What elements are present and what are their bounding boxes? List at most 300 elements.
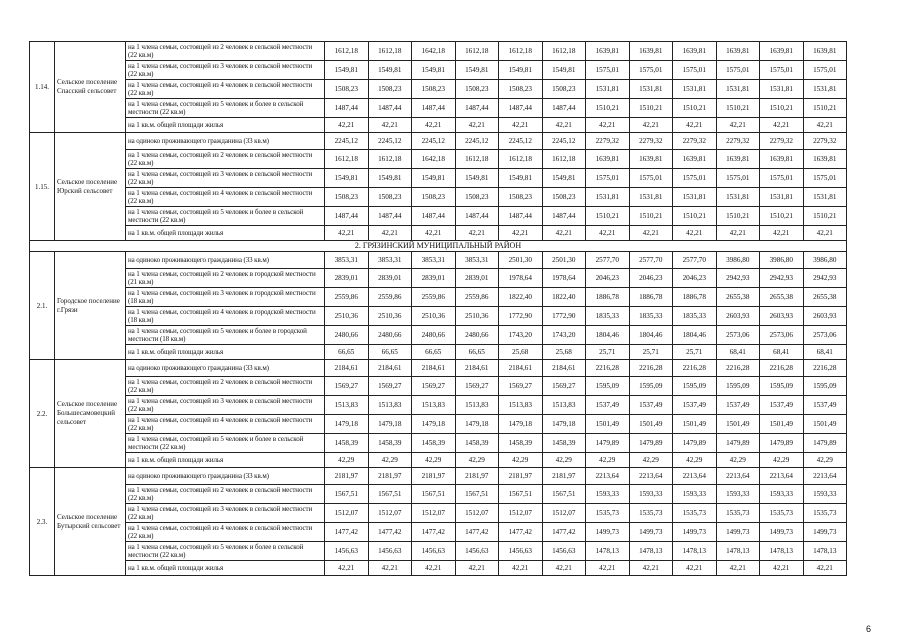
value-cell: 1535,73	[673, 504, 717, 523]
row-description: на 1 кв.м. общей площади жилья	[126, 226, 325, 241]
value-cell: 1595,09	[586, 377, 630, 396]
value-cell: 1510,21	[673, 99, 717, 118]
table-row	[30, 415, 847, 434]
value-cell: 1612,18	[325, 150, 369, 169]
value-cell: 1804,46	[673, 326, 717, 345]
value-cell: 2510,36	[412, 307, 456, 326]
table-row	[30, 226, 847, 241]
row-description: на 1 члена семьи, состоящей из 3 человек в сельской местности (22 кв.м)	[126, 169, 325, 188]
value-cell: 42,21	[542, 561, 586, 576]
value-cell: 42,21	[368, 118, 412, 133]
value-cell: 1478,13	[760, 542, 804, 561]
tariff-table	[29, 41, 847, 576]
value-cell: 1513,83	[542, 396, 586, 415]
value-cell: 1567,51	[412, 485, 456, 504]
value-cell: 1479,89	[629, 434, 673, 453]
value-cell: 42,29	[629, 453, 673, 468]
value-cell: 42,21	[760, 561, 804, 576]
value-cell: 1478,13	[629, 542, 673, 561]
table-row	[30, 360, 847, 377]
value-cell: 2577,70	[629, 252, 673, 269]
value-cell: 25,71	[629, 345, 673, 360]
value-cell: 2046,23	[629, 269, 673, 288]
value-cell: 1479,18	[368, 415, 412, 434]
value-cell: 1575,01	[629, 169, 673, 188]
value-cell: 1535,73	[586, 504, 630, 523]
row-description: на 1 кв.м. общей площади жилья	[126, 453, 325, 468]
value-cell: 1510,21	[803, 99, 847, 118]
value-cell: 1508,23	[412, 80, 456, 99]
value-cell: 42,21	[586, 226, 630, 241]
value-cell: 1499,73	[716, 523, 760, 542]
value-cell: 1487,44	[499, 207, 543, 226]
table-row	[30, 118, 847, 133]
value-cell: 42,21	[368, 226, 412, 241]
value-cell: 42,21	[673, 561, 717, 576]
value-cell: 1510,21	[760, 207, 804, 226]
value-cell: 1487,44	[412, 99, 456, 118]
value-cell: 42,29	[455, 453, 499, 468]
value-cell: 1612,18	[455, 150, 499, 169]
value-cell: 1477,42	[499, 523, 543, 542]
value-cell: 1549,81	[542, 169, 586, 188]
value-cell: 3853,31	[455, 252, 499, 269]
value-cell: 42,21	[803, 118, 847, 133]
value-cell: 66,65	[455, 345, 499, 360]
value-cell: 1477,42	[412, 523, 456, 542]
row-description: на 1 члена семьи, состоящей из 5 человек и более в сельской местности (22 кв.м)	[126, 99, 325, 118]
value-cell: 1456,63	[455, 542, 499, 561]
value-cell: 1512,07	[542, 504, 586, 523]
value-cell: 2216,28	[803, 360, 847, 377]
value-cell: 1804,46	[586, 326, 630, 345]
value-cell: 42,21	[499, 561, 543, 576]
value-cell: 2213,64	[716, 468, 760, 485]
value-cell: 1501,49	[629, 415, 673, 434]
value-cell: 2046,23	[673, 269, 717, 288]
value-cell: 2573,06	[803, 326, 847, 345]
value-cell: 1487,44	[325, 99, 369, 118]
value-cell: 1478,13	[803, 542, 847, 561]
value-cell: 2559,86	[455, 288, 499, 307]
value-cell: 3853,31	[368, 252, 412, 269]
value-cell: 1595,09	[673, 377, 717, 396]
value-cell: 25,68	[542, 345, 586, 360]
value-cell: 66,65	[412, 345, 456, 360]
value-cell: 1510,21	[673, 207, 717, 226]
value-cell: 1510,21	[629, 99, 673, 118]
value-cell: 1508,23	[325, 80, 369, 99]
value-cell: 1549,81	[325, 61, 369, 80]
value-cell: 1743,20	[542, 326, 586, 345]
value-cell: 1487,44	[412, 207, 456, 226]
value-cell: 2216,28	[629, 360, 673, 377]
value-cell: 1508,23	[368, 80, 412, 99]
table-row	[30, 42, 847, 61]
value-cell: 2245,12	[455, 133, 499, 150]
value-cell: 1537,49	[629, 396, 673, 415]
value-cell: 1549,81	[499, 169, 543, 188]
row-description: на 1 члена семьи, состоящей из 3 человек в сельской местности (22 кв.м)	[126, 504, 325, 523]
value-cell: 1593,33	[803, 485, 847, 504]
row-description: на 1 члена семьи, состоящей из 2 человек в сельской местности (22 кв.м)	[126, 42, 325, 61]
value-cell: 2603,93	[803, 307, 847, 326]
row-description: на одиноко проживающего гражданина (33 кв.м)	[126, 252, 325, 269]
value-cell: 2181,97	[542, 468, 586, 485]
value-cell: 2216,28	[716, 360, 760, 377]
value-cell: 1501,49	[760, 415, 804, 434]
value-cell: 1513,83	[412, 396, 456, 415]
value-cell: 42,21	[412, 561, 456, 576]
value-cell: 1639,81	[629, 42, 673, 61]
value-cell: 25,71	[586, 345, 630, 360]
value-cell: 66,65	[325, 345, 369, 360]
value-cell: 1456,63	[412, 542, 456, 561]
table-row	[30, 504, 847, 523]
value-cell: 1456,63	[542, 542, 586, 561]
table-row	[30, 485, 847, 504]
table-row	[30, 99, 847, 118]
value-cell: 2181,97	[368, 468, 412, 485]
value-cell: 42,21	[586, 561, 630, 576]
table-row	[30, 468, 847, 485]
value-cell: 1458,39	[499, 434, 543, 453]
value-cell: 2184,61	[499, 360, 543, 377]
value-cell: 2839,01	[455, 269, 499, 288]
value-cell: 2655,38	[803, 288, 847, 307]
value-cell: 1575,01	[586, 61, 630, 80]
value-cell: 1549,81	[368, 61, 412, 80]
value-cell: 42,21	[673, 226, 717, 241]
value-cell: 42,21	[412, 118, 456, 133]
value-cell: 1512,07	[455, 504, 499, 523]
value-cell: 2279,32	[629, 133, 673, 150]
value-cell: 1456,63	[368, 542, 412, 561]
value-cell: 1508,23	[542, 188, 586, 207]
value-cell: 1501,49	[586, 415, 630, 434]
value-cell: 1575,01	[586, 169, 630, 188]
value-cell: 42,21	[325, 118, 369, 133]
value-cell: 2480,66	[455, 326, 499, 345]
value-cell: 1537,49	[760, 396, 804, 415]
value-cell: 2184,61	[542, 360, 586, 377]
value-cell: 2655,38	[716, 288, 760, 307]
value-cell: 42,29	[325, 453, 369, 468]
value-cell: 2216,28	[760, 360, 804, 377]
value-cell: 2213,64	[673, 468, 717, 485]
value-cell: 1510,21	[760, 99, 804, 118]
value-cell: 42,21	[325, 226, 369, 241]
value-cell: 42,21	[803, 226, 847, 241]
value-cell: 1535,73	[760, 504, 804, 523]
value-cell: 1978,64	[542, 269, 586, 288]
value-cell: 42,29	[803, 453, 847, 468]
value-cell: 3986,80	[760, 252, 804, 269]
value-cell: 1499,73	[629, 523, 673, 542]
value-cell: 1501,49	[803, 415, 847, 434]
value-cell: 2573,06	[760, 326, 804, 345]
row-description: на 1 члена семьи, состоящей из 4 человек в сельской местности (22 кв.м)	[126, 415, 325, 434]
value-cell: 1531,81	[673, 80, 717, 99]
value-cell: 1508,23	[455, 188, 499, 207]
group-code: 2.3.	[30, 468, 55, 576]
value-cell: 1549,81	[455, 61, 499, 80]
value-cell: 1772,90	[542, 307, 586, 326]
value-cell: 2184,61	[368, 360, 412, 377]
value-cell: 1595,09	[629, 377, 673, 396]
value-cell: 1886,78	[586, 288, 630, 307]
value-cell: 1569,27	[325, 377, 369, 396]
value-cell: 1642,18	[412, 42, 456, 61]
value-cell: 1478,13	[716, 542, 760, 561]
value-cell: 68,41	[760, 345, 804, 360]
table-row	[30, 80, 847, 99]
value-cell: 1835,33	[629, 307, 673, 326]
value-cell: 1567,51	[455, 485, 499, 504]
value-cell: 1478,13	[586, 542, 630, 561]
row-description: на 1 члена семьи, состоящей из 4 человек в сельской местности (22 кв.м)	[126, 80, 325, 99]
value-cell: 42,29	[542, 453, 586, 468]
row-description: на 1 члена семьи, состоящей из 5 человек и более в городской местности (18 кв.м)	[126, 326, 325, 345]
table-row	[30, 377, 847, 396]
value-cell: 1612,18	[455, 42, 499, 61]
value-cell: 1567,51	[499, 485, 543, 504]
row-description: на 1 члена семьи, состоящей из 5 человек и более в сельской местности (22 кв.м)	[126, 434, 325, 453]
value-cell: 1531,81	[586, 188, 630, 207]
value-cell: 1499,73	[673, 523, 717, 542]
table-row	[30, 453, 847, 468]
value-cell: 1575,01	[716, 61, 760, 80]
value-cell: 42,21	[629, 226, 673, 241]
value-cell: 1487,44	[368, 207, 412, 226]
value-cell: 42,21	[629, 118, 673, 133]
row-description: на 1 члена семьи, состоящей из 3 человек в сельской местности (22 кв.м)	[126, 396, 325, 415]
value-cell: 2839,01	[412, 269, 456, 288]
value-cell: 1549,81	[412, 61, 456, 80]
value-cell: 2559,86	[325, 288, 369, 307]
table-row	[30, 561, 847, 576]
value-cell: 1569,27	[542, 377, 586, 396]
settlement-name: Сельское поселение Бутырский сельсовет	[55, 468, 126, 576]
row-description: на 1 члена семьи, состоящей из 4 человек в сельской местности (22 кв.м)	[126, 523, 325, 542]
value-cell: 1612,18	[499, 42, 543, 61]
value-cell: 1978,64	[499, 269, 543, 288]
value-cell: 1487,44	[455, 99, 499, 118]
value-cell: 1531,81	[716, 188, 760, 207]
value-cell: 1510,21	[586, 207, 630, 226]
value-cell: 1487,44	[325, 207, 369, 226]
value-cell: 3986,80	[716, 252, 760, 269]
value-cell: 1510,21	[586, 99, 630, 118]
value-cell: 2655,38	[760, 288, 804, 307]
value-cell: 2559,86	[412, 288, 456, 307]
table-row	[30, 326, 847, 345]
value-cell: 42,21	[760, 118, 804, 133]
value-cell: 42,29	[586, 453, 630, 468]
value-cell: 1531,81	[760, 188, 804, 207]
value-cell: 66,65	[368, 345, 412, 360]
value-cell: 1458,39	[325, 434, 369, 453]
value-cell: 1508,23	[368, 188, 412, 207]
value-cell: 1487,44	[542, 99, 586, 118]
value-cell: 1479,89	[803, 434, 847, 453]
value-cell: 2181,97	[455, 468, 499, 485]
value-cell: 42,21	[586, 118, 630, 133]
value-cell: 1639,81	[803, 42, 847, 61]
row-description: на 1 члена семьи, состоящей из 3 человек в городской местности (18 кв.м)	[126, 288, 325, 307]
value-cell: 1487,44	[455, 207, 499, 226]
value-cell: 1513,83	[499, 396, 543, 415]
table-row	[30, 288, 847, 307]
settlement-name: Сельское поселение Спасский сельсовет	[55, 42, 126, 133]
value-cell: 1743,20	[499, 326, 543, 345]
value-cell: 2942,93	[760, 269, 804, 288]
value-cell: 1822,40	[499, 288, 543, 307]
value-cell: 42,21	[455, 118, 499, 133]
value-cell: 1549,81	[325, 169, 369, 188]
settlement-name: Сельское поселение Юрский сельсовет	[55, 133, 126, 241]
value-cell: 1639,81	[673, 42, 717, 61]
value-cell: 1549,81	[455, 169, 499, 188]
value-cell: 1642,18	[412, 150, 456, 169]
table-body	[30, 42, 847, 576]
value-cell: 1772,90	[499, 307, 543, 326]
value-cell: 1612,18	[499, 150, 543, 169]
value-cell: 42,21	[716, 226, 760, 241]
value-cell: 1593,33	[629, 485, 673, 504]
value-cell: 1501,49	[716, 415, 760, 434]
value-cell: 1537,49	[673, 396, 717, 415]
value-cell: 2216,28	[673, 360, 717, 377]
table-row	[30, 307, 847, 326]
value-cell: 1510,21	[629, 207, 673, 226]
value-cell: 1479,18	[542, 415, 586, 434]
value-cell: 1513,83	[325, 396, 369, 415]
table-row	[30, 252, 847, 269]
value-cell: 1512,07	[499, 504, 543, 523]
table-row	[30, 345, 847, 360]
value-cell: 1639,81	[716, 150, 760, 169]
value-cell: 42,21	[629, 561, 673, 576]
value-cell: 1835,33	[673, 307, 717, 326]
table-row	[30, 169, 847, 188]
settlement-name: Сельское поселение Большесамовецкий сельсовет	[55, 360, 126, 468]
value-cell: 1537,49	[586, 396, 630, 415]
table-row	[30, 542, 847, 561]
value-cell: 1537,49	[803, 396, 847, 415]
value-cell: 1512,07	[368, 504, 412, 523]
value-cell: 1835,33	[586, 307, 630, 326]
value-cell: 1639,81	[586, 150, 630, 169]
value-cell: 68,41	[803, 345, 847, 360]
table-row	[30, 434, 847, 453]
table-row	[30, 133, 847, 150]
value-cell: 42,29	[716, 453, 760, 468]
value-cell: 1575,01	[803, 61, 847, 80]
value-cell: 2510,36	[455, 307, 499, 326]
value-cell: 1508,23	[455, 80, 499, 99]
value-cell: 1549,81	[368, 169, 412, 188]
value-cell: 2480,66	[412, 326, 456, 345]
group-code: 2.1.	[30, 252, 55, 360]
value-cell: 42,21	[455, 226, 499, 241]
value-cell: 42,21	[542, 226, 586, 241]
value-cell: 2046,23	[586, 269, 630, 288]
value-cell: 1531,81	[760, 80, 804, 99]
value-cell: 2480,66	[325, 326, 369, 345]
value-cell: 42,21	[368, 561, 412, 576]
value-cell: 1612,18	[542, 150, 586, 169]
value-cell: 2245,12	[368, 133, 412, 150]
value-cell: 2184,61	[412, 360, 456, 377]
value-cell: 1639,81	[803, 150, 847, 169]
value-cell: 1593,33	[760, 485, 804, 504]
row-description: на 1 кв.м. общей площади жилья	[126, 561, 325, 576]
value-cell: 1575,01	[673, 61, 717, 80]
value-cell: 1537,49	[716, 396, 760, 415]
row-description: на 1 члена семьи, состоящей из 2 человек в сельской местности (22 кв.м)	[126, 485, 325, 504]
value-cell: 1612,18	[542, 42, 586, 61]
value-cell: 1479,89	[673, 434, 717, 453]
value-cell: 2501,30	[542, 252, 586, 269]
value-cell: 2577,70	[673, 252, 717, 269]
value-cell: 2603,93	[716, 307, 760, 326]
value-cell: 1456,63	[325, 542, 369, 561]
value-cell: 2245,12	[499, 133, 543, 150]
value-cell: 42,29	[673, 453, 717, 468]
value-cell: 1595,09	[716, 377, 760, 396]
value-cell: 2181,97	[412, 468, 456, 485]
value-cell: 1501,49	[673, 415, 717, 434]
value-cell: 1508,23	[542, 80, 586, 99]
value-cell: 2184,61	[325, 360, 369, 377]
value-cell: 1479,18	[455, 415, 499, 434]
value-cell: 1612,18	[325, 42, 369, 61]
section-title: 2. ГРЯЗИНСКИЙ МУНИЦИПАЛЬНЫЙ РАЙОН	[30, 241, 847, 252]
value-cell: 2577,70	[586, 252, 630, 269]
table-row	[30, 188, 847, 207]
value-cell: 3853,31	[325, 252, 369, 269]
value-cell: 1479,18	[412, 415, 456, 434]
value-cell: 1513,83	[368, 396, 412, 415]
table-row	[30, 396, 847, 415]
value-cell: 1531,81	[803, 188, 847, 207]
value-cell: 1639,81	[586, 42, 630, 61]
value-cell: 1458,39	[542, 434, 586, 453]
value-cell: 42,21	[716, 561, 760, 576]
group-code: 2.2.	[30, 360, 55, 468]
value-cell: 1458,39	[412, 434, 456, 453]
value-cell: 1595,09	[803, 377, 847, 396]
value-cell: 1508,23	[412, 188, 456, 207]
value-cell: 2184,61	[455, 360, 499, 377]
value-cell: 25,68	[499, 345, 543, 360]
row-description: на одиноко проживающего гражданина (33 кв.м)	[126, 468, 325, 485]
value-cell: 2510,36	[325, 307, 369, 326]
table-row	[30, 207, 847, 226]
value-cell: 2213,64	[803, 468, 847, 485]
value-cell: 1595,09	[760, 377, 804, 396]
value-cell: 2216,28	[586, 360, 630, 377]
row-description: на 1 члена семьи, состоящей из 2 человек в сельской местности (22 кв.м)	[126, 150, 325, 169]
value-cell: 1593,33	[716, 485, 760, 504]
value-cell: 1531,81	[629, 188, 673, 207]
value-cell: 2181,97	[325, 468, 369, 485]
value-cell: 1487,44	[368, 99, 412, 118]
settlement-name: Городское поселение г.Грязи	[55, 252, 126, 360]
value-cell: 42,21	[499, 226, 543, 241]
value-cell: 42,29	[368, 453, 412, 468]
